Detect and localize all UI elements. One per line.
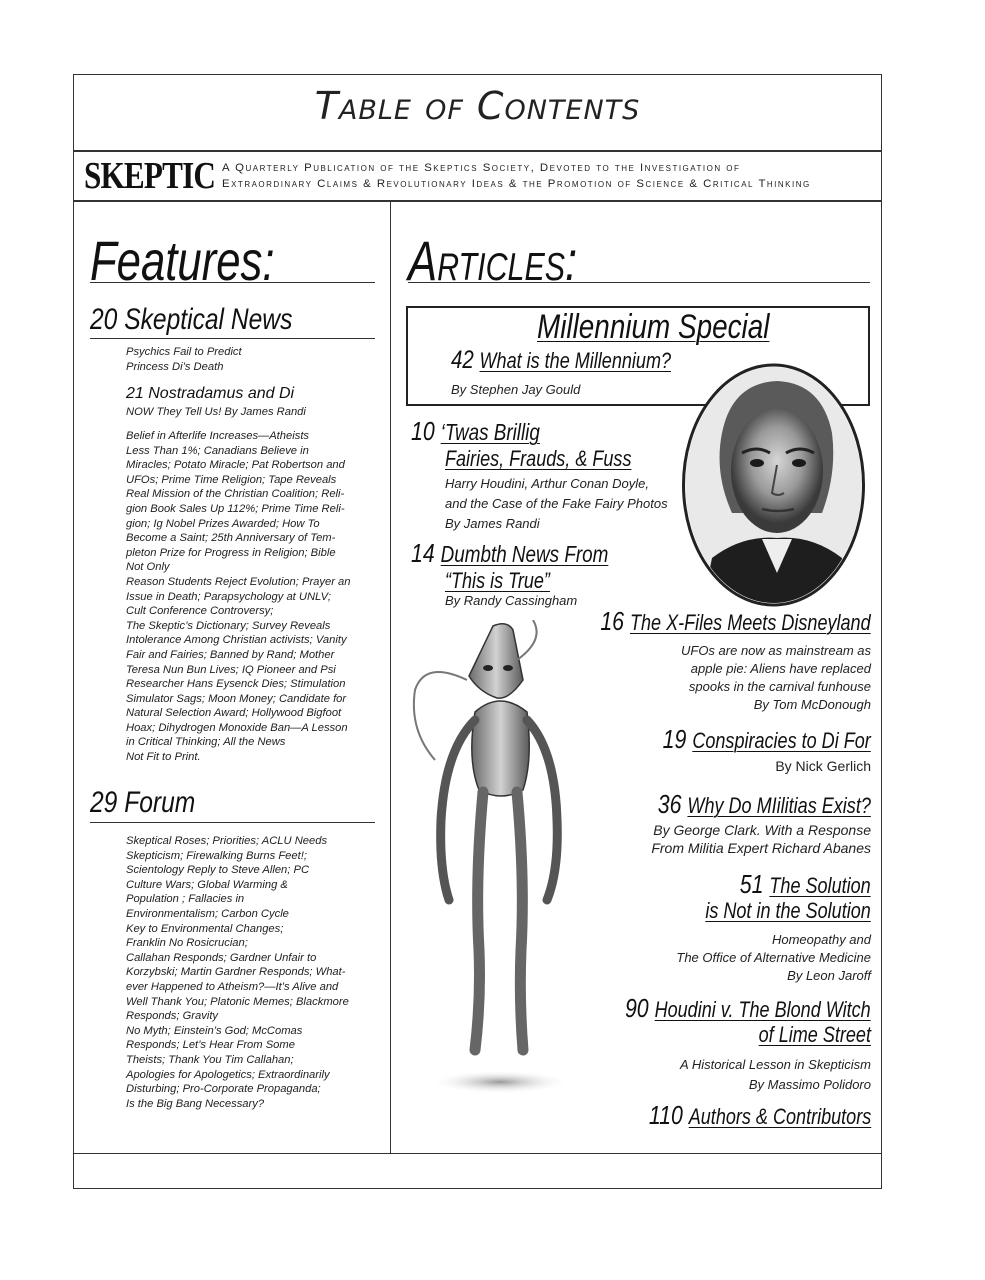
body-line: Become a Saint; 25th Anniversary of Tem-	[126, 532, 336, 545]
desc-line: Harry Houdini, Arthur Conan Doyle,	[445, 476, 649, 491]
article-title: The Solution	[769, 873, 871, 898]
body-line: Korzybski; Martin Gardner Responds; What-	[126, 966, 346, 979]
body-line: No Myth; Einstein’s God; McComas	[126, 1024, 303, 1037]
page-number: 51	[740, 869, 764, 899]
body-line: UFOs; Prime Time Religion; Tape Reveals	[126, 473, 337, 486]
article-title: Dumbth News From	[440, 541, 609, 567]
body-line: Scientology Reply to Steve Allen; PC	[126, 864, 310, 877]
forum-rule	[90, 822, 375, 823]
article-byline: By Randy Cassingham	[445, 593, 578, 608]
twas-brillig-heading[interactable]	[411, 416, 540, 447]
body-line: Less Than 1%; Canadians Believe in	[126, 444, 309, 457]
skeptical-news-rule	[90, 338, 375, 339]
body-line: Belief in Afterlife Increases—Atheists	[126, 430, 310, 442]
masthead-divider	[73, 200, 882, 202]
article-byline: By James Randi	[445, 516, 540, 531]
body-line: Theists; Thank You Tim Callahan;	[126, 1053, 294, 1066]
intro-line: Princess Di’s Death	[126, 360, 224, 373]
article-byline: By Nick Gerlich	[775, 758, 871, 774]
dumbth-heading[interactable]	[411, 538, 608, 569]
page-title: Table of Contents	[314, 84, 641, 128]
body-line: Responds; Gravity	[126, 1010, 219, 1023]
article-title: Conspiracies to Di For	[692, 728, 871, 753]
page-number: 21	[126, 385, 144, 402]
page-number: 29	[90, 786, 118, 819]
page-number: 16	[600, 606, 625, 636]
section-title: Skeptical News	[124, 303, 293, 336]
footer-divider	[73, 1153, 882, 1154]
body-line: ever Happened to Atheism?—It’s Alive and	[126, 980, 339, 993]
body-line: Callahan Responds; Gardner Unfair to	[126, 951, 317, 964]
conspiracies-heading[interactable]	[663, 724, 871, 755]
header-divider	[73, 150, 882, 152]
desc-line: apple pie: Aliens have replaced	[690, 661, 871, 676]
body-line: Simulator Sags; Moon Money; Candidate for	[126, 692, 347, 705]
body-line: Cult Conference Controversy;	[126, 605, 274, 618]
body-line: Not Fit to Print.	[126, 751, 201, 764]
article-title: What is the Millennium?	[479, 348, 672, 373]
body-line: Apologies for Apologetics; Extraordinarily	[126, 1068, 330, 1081]
tagline-line: A Quarterly Publication of the Skeptics Society, Devoted to the Investigation of	[222, 162, 741, 174]
article-title: The X-Files Meets Disneyland	[630, 610, 871, 635]
desc-line: By George Clark. With a Response	[653, 822, 871, 838]
skeptical-news-body	[126, 429, 384, 765]
skeptical-news-heading[interactable]	[90, 303, 292, 337]
page-number: 36	[657, 789, 682, 819]
body-line: Skepticism; Firewalking Burns Feet!;	[126, 849, 307, 862]
articles-heading: Articles:	[408, 229, 578, 292]
desc-line: Homeopathy and	[771, 932, 871, 947]
body-line: Hoax; Dihydrogen Monoxide Ban—A Lesson	[126, 721, 348, 734]
dumbth-title-line2: “This is True”	[445, 568, 550, 593]
body-line: Population ; Fallacies in	[126, 893, 245, 906]
houdini-desc	[591, 1055, 871, 1095]
articles-rule	[408, 282, 870, 283]
alien-illustration	[405, 620, 585, 1100]
skeptical-news-intro	[126, 345, 376, 374]
body-line: Not Only	[126, 561, 170, 574]
houdini-portrait	[682, 363, 865, 607]
desc-line: The Office of Alternative Medicine	[676, 950, 871, 965]
houdini-heading[interactable]	[625, 993, 871, 1024]
nostradamus-heading[interactable]	[126, 385, 294, 403]
xfiles-desc	[611, 642, 871, 714]
body-line: Is the Big Bang Necessary?	[126, 1097, 265, 1110]
body-line: gion; Ig Nobel Prizes Awarded; How To	[126, 517, 320, 530]
body-line: Key to Environmental Changes;	[126, 922, 284, 935]
body-line: Reason Students Reject Evolution; Prayer an	[126, 575, 351, 588]
desc-line: A Historical Lesson in Skepticism	[680, 1057, 871, 1072]
militias-desc	[571, 821, 871, 857]
solution-desc	[591, 931, 871, 985]
article-byline: By Tom McDonough	[753, 697, 871, 712]
section-title: Nostradamus and Di	[148, 385, 295, 402]
authors-heading[interactable]	[649, 1100, 871, 1131]
millennium-article-heading[interactable]	[451, 346, 671, 375]
body-line: Miracles; Potato Miracle; Pat Robertson and	[126, 459, 345, 472]
body-line: Teresa Nun Bun Lives; IQ Pioneer and Psi	[126, 663, 336, 676]
page-number: 20	[90, 303, 118, 336]
body-line: Issue in Death; Parapsychology at UNLV;	[126, 590, 332, 603]
body-line: Real Mission of the Christian Coalition; Reli-	[126, 488, 345, 501]
forum-heading[interactable]	[90, 786, 195, 820]
body-line: Franklin No Rosicrucian;	[126, 937, 248, 950]
body-line: The Skeptic’s Dictionary; Survey Reveals	[126, 619, 331, 632]
desc-line: UFOs are now as mainstream as	[680, 643, 871, 658]
page-number: 42	[451, 346, 474, 374]
article-byline: By Stephen Jay Gould	[451, 382, 581, 397]
body-line: pleton Prize for Progress in Religion; Bible	[126, 546, 336, 559]
page-number: 90	[625, 993, 649, 1023]
section-title: Forum	[124, 786, 196, 819]
body-line: Fair and Fairies; Banned by Rand; Mother	[126, 648, 335, 661]
features-heading: Features:	[90, 229, 275, 292]
body-line: Responds; Let’s Hear From Some	[126, 1039, 295, 1052]
article-title: Houdini v. The Blond Witch	[654, 997, 871, 1022]
page-number: 110	[648, 1100, 683, 1130]
tagline	[222, 160, 874, 192]
article-title: ‘Twas Brillig	[440, 419, 540, 445]
article-title: Why Do MIilitias Exist?	[687, 793, 871, 818]
tagline-line: Extraordinary Claims & Revolutionary Ideas & the Promotion of Science & Critical Thinking	[222, 178, 811, 190]
militias-heading[interactable]	[658, 789, 871, 820]
body-line: Researcher Hans Eysenck Dies; Stimulation	[126, 678, 346, 691]
page-number: 10	[411, 416, 435, 446]
solution-title-line2: is Not in the Solution	[705, 898, 871, 923]
solution-heading[interactable]	[740, 869, 871, 900]
body-line: Disturbing; Pro-Corporate Propaganda;	[126, 1083, 321, 1096]
houdini-title-line2: of Lime Street	[758, 1022, 871, 1047]
body-line: Natural Selection Award; Hollywood Bigfoot	[126, 707, 342, 720]
page-number: 14	[411, 538, 435, 568]
desc-line: spooks in the carnival funhouse	[688, 679, 871, 694]
desc-line: and the Case of the Fake Fairy Photos	[445, 496, 668, 511]
page-number: 19	[662, 724, 687, 754]
nostradamus-byline: NOW They Tell Us! By James Randi	[126, 406, 306, 418]
column-divider	[390, 201, 391, 1153]
forum-body	[126, 834, 384, 1111]
body-line: Well Thank You; Platonic Memes; Blackmore	[126, 995, 349, 1008]
article-title: Authors & Contributors	[688, 1104, 871, 1129]
features-rule	[90, 282, 375, 283]
article-byline: By Leon Jaroff	[787, 968, 871, 983]
body-line: Culture Wars; Global Warming &	[126, 878, 288, 891]
article-byline: By Massimo Polidoro	[748, 1077, 871, 1092]
millennium-special-title: Millennium Special	[537, 308, 770, 346]
body-line: Environmentalism; Carbon Cycle	[126, 907, 289, 920]
xfiles-heading[interactable]	[601, 606, 871, 637]
body-line: gion Book Sales Up 112%; Prime Time Reli-	[126, 502, 345, 515]
body-line: Intolerance Among Christian activists; Vanity	[126, 634, 347, 647]
body-line: in Critical Thinking; All the News	[126, 736, 286, 749]
twas-brillig-subtitle: Fairies, Frauds, & Fuss	[445, 446, 632, 471]
intro-line: Psychics Fail to Predict	[126, 346, 242, 358]
desc-line: From Militia Expert Richard Abanes	[651, 840, 871, 856]
body-line: Skeptical Roses; Priorities; ACLU Needs	[126, 835, 328, 847]
twas-brillig-desc	[445, 474, 685, 534]
brand-logo: SKEPTIC	[84, 155, 216, 197]
